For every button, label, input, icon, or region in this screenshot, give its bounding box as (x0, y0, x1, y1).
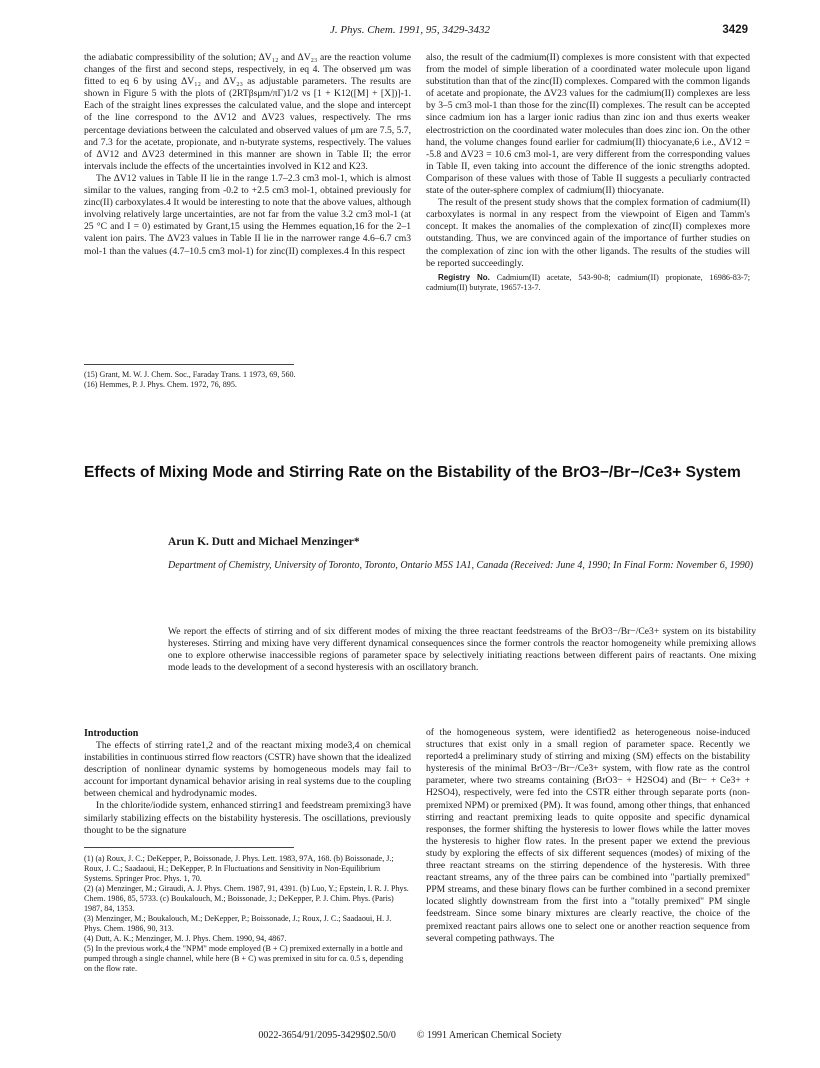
running-header (0, 24, 820, 40)
body-paragraph: The effects of stirring rate1,2 and of the reactant mixing mode3,4 on chemical instabilities in continuous stirred flow reactors (CSTR) have shown that the idealized description of nonlinear dynamic systems by homogeneous models may fail to account for important dynamical behavior arising in real systems due to the coupling between chemical and hydrodynamic modes. (84, 740, 411, 800)
body-paragraph: the adiabatic compressibility of the solution; ΔV₁₂ and ΔV₂₃ are the reaction volume changes of the first and second steps, respectively, in eq 4. The observed μm was fitted to eq 6 by using ΔV₁₂ and ΔV₂₃ as adjustable parameters. The results are shown in Figure 5 with the plots of (2RTβsμm/πΓ)1/2 vs [1 + K12([M] + [X])]-1. Each of the straight lines expresses the calculated value, and the slope and intercept of the line correspond to the ΔV12 and ΔV23 values, respectively. The rms percentage deviations between the calculated and observed values of μm are 7.5, 5.7, and 7.3 for the acetate, propionate, and n-butyrate systems, respectively. The values of ΔV12 and ΔV23 determined in this manner are shown in Table II; the error intervals include the effects of the uncertainties involved in K12 and K23. (84, 52, 411, 172)
article-title: Effects of Mixing Mode and Stirring Rate on the Bistability of the BrO3−/Br−/Ce3+ System (84, 464, 741, 481)
page-number: 3429 (722, 24, 748, 36)
footnote: (15) Grant, M. W. J. Chem. Soc., Faraday Trans. 1 1973, 69, 560. (84, 370, 296, 379)
article-authors: Arun K. Dutt and Michael Menzinger* (168, 536, 360, 548)
body-paragraph: The result of the present study shows that the complex formation of cadmium(II) carboxylates is normal in any respect from the viewpoint of Eigen and Tamm's concept. It makes the anomalies of the complexation of zinc(II) complexes more outstanding. Thus, we are convinced again of the importance of further studies on the complexation of zinc ion with the other ligands. The results of the studies will be reported succeedingly. (426, 197, 750, 269)
footnote-rule (84, 847, 294, 848)
footnote: (16) Hemmes, P. J. Phys. Chem. 1972, 76, 895. (84, 380, 237, 389)
journal-year-volume: 1991, 95, 3429-3432 (398, 24, 491, 36)
body-paragraph: of the homogeneous system, were identified2 as heterogeneous noise-induced structures that exist only in a small region of parameter space. Recently we reported4 a preliminary study of stirring and mixing (SM) effects on the bistability hysteresis of the minimal BrO3−/Br−/Ce3+ system, with flow rate as the control parameter, where two streams containing (BrO3− + H2SO4) and (Br− + Ce3+ + H2SO4), respectively, were fed into the CSTR either through separate ports (non-premixed NPM) or premixed (PM). It was found, among other things, that enhanced stirring and reactant premixing leads to quite opposite and specific dynamical responses, the former shifting the hysteresis to lower flows while the latter moves the hysteresis to higher flow rates. In the present paper we extend the previous study by exploring the effects of six different sequences (modes) of mixing of the three reactant streams on the stirring dependence of the hysteresis. With three reactant streams, any of the three pairs can be combined into "partially premixed" PPM streams, and these binary flows can be further combined in a second premixer located slightly downstream from the first into a "totally premixed" PM single feedstream. Since some binary mixtures are clearly reactive, the choice of the premixed reactant pairs allows one to select one or another reaction sequence from several competing pathways. The (426, 727, 750, 944)
footnote: (3) Menzinger, M.; Boukalouch, M.; DeKepper, P.; Boissonade, J.; Roux, J. C.; Saadaoui, H. J. Phys. Chem. 1986, 90, 313. (84, 913, 392, 933)
footnote: (1) (a) Roux, J. C.; DeKepper, P., Boissonade, J. Phys. Lett. 1983, 97A, 168. (b) Boissonade, J.; Roux, J. C.; Saadaoui, H.; DeKepper, P. In Fluctuations and Sensitivity in Non-Equilibrium Systems. Springer Proc. Phys. 1, 70. (84, 853, 394, 883)
footnote: (2) (a) Menzinger, M.; Giraudi, A. J. Phys. Chem. 1987, 91, 4391. (b) Luo, Y.; Epstein, I. R. J. Phys. Chem. 1986, 85, 5733. (c) Boukalouch, M.; Boissonade, J.; DeKepper, P. J. Chim. Phys. (Paris) 1987, 84, 1353. (84, 883, 409, 913)
body-paragraph: In the chlorite/iodide system, enhanced stirring1 and feedstream premixing3 have similarly stabilizing effects on the bistability hysteresis. The oscillations, previously thought to be the signature (84, 800, 411, 836)
introduction-left-column (84, 727, 411, 974)
body-paragraph: also, the result of the cadmium(II) complexes is more consistent with that expected from the model of simple liberation of a coordinated water molecule upon ligand substitution than that of the zinc(II) complexes. Compared with the common ligands of acetate and propionate, the ΔV23 values for the cadmium(II) complexes are less by 3–5 cm3 mol-1 than those for the zinc(II) complexes. The result can be accepted since cadmium ion has a larger ionic radius than zinc ion and thus exerts weaker electrostriction on the coordinated water molecules than does zinc ion. On the other hand, the volume changes found earlier for cadmium(II) thiocyanate,6 i.e., ΔV12 = -5.8 and ΔV23 = 10.6 cm3 mol-1, are very different from the corresponding values in Table II, even taking into account the difference of the ionic strengths adopted. Comparison of these values with those of Table II suggests a peculiarly contracted state of the outer-sphere complex of cadmium(II) thiocyanate. (426, 52, 750, 197)
page-footer (0, 1030, 820, 1041)
article-code: 0022-3654/91/2095-3429$02.50/0 (258, 1030, 396, 1041)
registry-numbers (426, 273, 750, 293)
body-paragraph: The ΔV12 values in Table II lie in the range 1.7–2.3 cm3 mol-1, which is almost similar to the values, ranging from -0.2 to +2.5 cm3 mol-1, obtained previously for zinc(II) carboxylates.4 It would be interesting to note that the above values, although involving relatively large uncertainties, are not far from the value 3.2 cm3 mol-1 (at 25 °C and I = 0) estimated by Grant,15 using the Hemmes equation,16 for the 2–1 valent ion pairs. The ΔV23 values in Table II lie in the narrower range 4.6–6.7 cm3 mol-1 than the values (4.7–10.5 cm3 mol-1) for zinc(II) complexes.4 In this respect (84, 172, 411, 257)
registry-label: Registry No. (438, 272, 490, 282)
previous-article-left-column (84, 52, 411, 258)
previous-article-right-column (426, 52, 750, 293)
introduction-right-column (426, 727, 750, 945)
article-abstract: We report the effects of stirring and of six different modes of mixing the three reactant feedstreams of the BrO3−/Br−/Ce3+ system on its bistability hystereses. Stirring and mixing have very different dynamical consequences since the former controls the reactor homogeneity while premixing allows one to explore otherwise inaccessible regions of parameter space by selectively initiating reactions between different pairs of reactants. One mixing mode leads to the development of a second hysteresis with an oscillatory branch. (168, 626, 756, 674)
copyright: © 1991 American Chemical Society (416, 1030, 562, 1041)
footnote-rule (84, 364, 294, 365)
previous-article-footnotes (84, 370, 411, 390)
registry-text: Cadmium(II) acetate, 543-90-8; cadmium(II) propionate, 16986-83-7; cadmium(II) butyrate, 19657-13-7. (426, 272, 751, 292)
journal-name: J. Phys. Chem. (329, 24, 396, 36)
footnote: (5) In the previous work,4 the "NPM" mode employed (B + C) premixed externally in a bottle and pumped through a single channel, while here (B + C) was premixed in situ for ca. 0.5 s, depending on the flow rate. (84, 943, 404, 973)
footnote: (4) Dutt, A. K.; Menzinger, M. J. Phys. Chem. 1990, 94, 4867. (84, 933, 287, 943)
introduction-footnotes (84, 854, 411, 974)
section-heading: Introduction (84, 728, 139, 739)
author-affiliation: Department of Chemistry, University of Toronto, Toronto, Ontario M5S 1A1, Canada (Received: June 4, 1990; In Final Form: November 6, 1990) (168, 560, 754, 571)
